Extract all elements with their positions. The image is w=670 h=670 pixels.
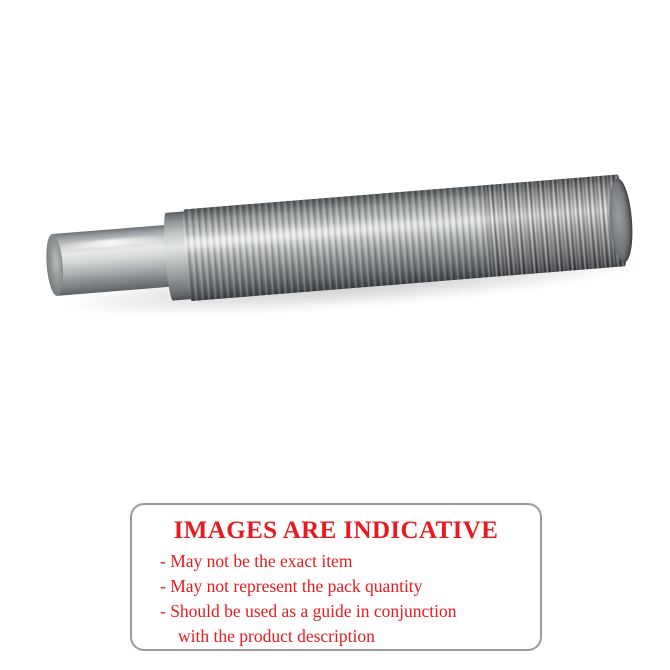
notice-line-4: with the product description: [178, 625, 375, 646]
timing-belt-pulley: [41, 162, 639, 329]
notice-title: IMAGES ARE INDICATIVE: [173, 517, 499, 544]
notice-line-2: - May not represent the pack quantity: [160, 575, 423, 596]
indicative-notice: [130, 503, 542, 651]
notice-line-1: - May not be the exact item: [160, 551, 353, 571]
notice-line-3: - Should be used as a guide in conjunction: [160, 600, 457, 621]
pulley-toothed-body: [182, 174, 628, 301]
pulley-teeth-far: [481, 174, 628, 277]
